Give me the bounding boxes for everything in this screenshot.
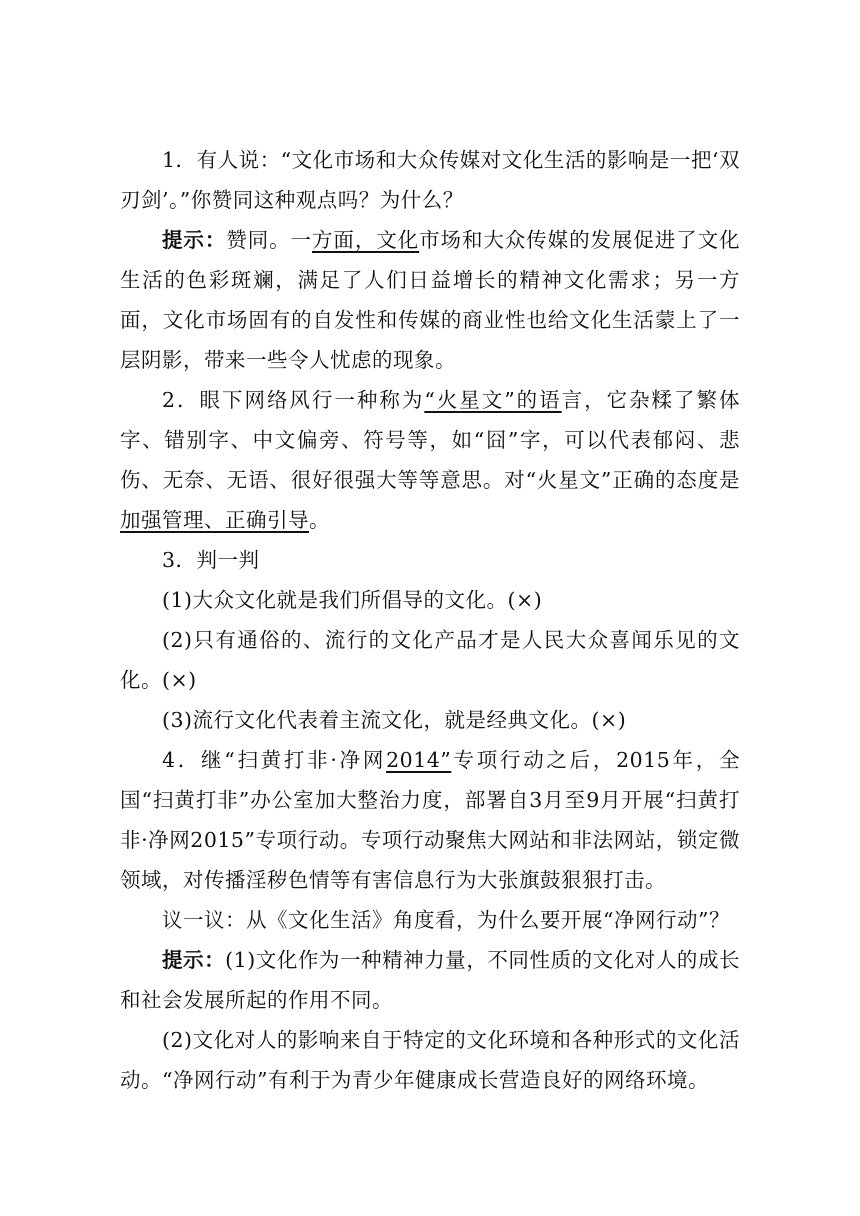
answer-4-hint-2 [120, 1020, 740, 1100]
judge-item-2 [120, 620, 740, 700]
judge-item-2-text: (2)只有通俗的、流行的文化产品才是人民大众喜闻乐见的文化。(×) [120, 628, 740, 692]
discussion-text: 议一议：从《文化生活》角度看，为什么要开展“净网行动”？ [162, 908, 730, 932]
question-2-underlined-2: 加强管理、正确引导 [120, 508, 309, 532]
question-4-part-2: 专项行动之后，2015年，全国“扫黄打非”办公室加大整治力度，部署自3月至9月开展“扫黄打非·净网2015”专项行动。专项行动聚焦大网站和非法网站，锁定微领域，对传播淫秽色情等有害信息行为大张旗鼓狠狠打击。 [120, 748, 740, 892]
answer-1-underlined: 方面，文化 [311, 228, 420, 252]
question-2-part-1: 2．眼下网络风行一种称为 [162, 388, 425, 412]
question-4 [120, 740, 740, 900]
question-2-underlined-1: “火星文”的语 [424, 388, 562, 412]
answer-1 [120, 220, 740, 380]
answer-4-hint-1 [120, 940, 740, 1020]
question-3-title [120, 540, 740, 580]
hint-label: 提示： [162, 228, 227, 252]
answer-1-part-2: 市场和大众传媒的发展促进了文化生活的色彩斑斓，满足了人们日益增长的精神文化需求；另一方面，文化市场固有的自发性和传媒的商业性也给文化生活蒙上了一层阴影，带来一些令人忧虑的现象。 [120, 228, 741, 372]
answer-1-part-1: 赞同。一 [226, 228, 312, 252]
question-2-part-3: 。 [309, 508, 330, 532]
discussion-prompt [120, 900, 740, 940]
question-4-underlined: 2014” [386, 748, 452, 772]
question-2 [120, 380, 740, 540]
document-page [120, 140, 740, 1100]
judge-item-1 [120, 580, 740, 620]
judge-item-3-text: (3)流行文化代表着主流文化，就是经典文化。(×) [162, 708, 627, 732]
question-4-part-1: 4．继“扫黄打非·净网 [162, 748, 387, 772]
question-1-text: 1．有人说：“文化市场和大众传媒对文化生活的影响是一把‘双刃剑’。”你赞同这种观点吗？为什么？ [120, 148, 740, 212]
hint-label: 提示： [162, 948, 226, 972]
question-2-part-2: 言，它杂糅了繁体字、错别字、中文偏旁、符号等，如“囧”字，可以代表郁闷、悲伤、无奈、无语、很好很强大等等意思。对“火星文”正确的态度是 [120, 388, 741, 492]
judge-item-3 [120, 700, 740, 740]
question-3-title-text: 3．判一判 [162, 548, 260, 572]
question-1 [120, 140, 740, 220]
answer-4-hint-1-text: (1)文化作为一种精神力量，不同性质的文化对人的成长和社会发展所起的作用不同。 [120, 948, 740, 1012]
answer-4-hint-2-text: (2)文化对人的影响来自于特定的文化环境和各种形式的文化活动。“净网行动”有利于为青少年健康成长营造良好的网络环境。 [120, 1028, 740, 1092]
judge-item-1-text: (1)大众文化就是我们所倡导的文化。(×) [162, 588, 543, 612]
